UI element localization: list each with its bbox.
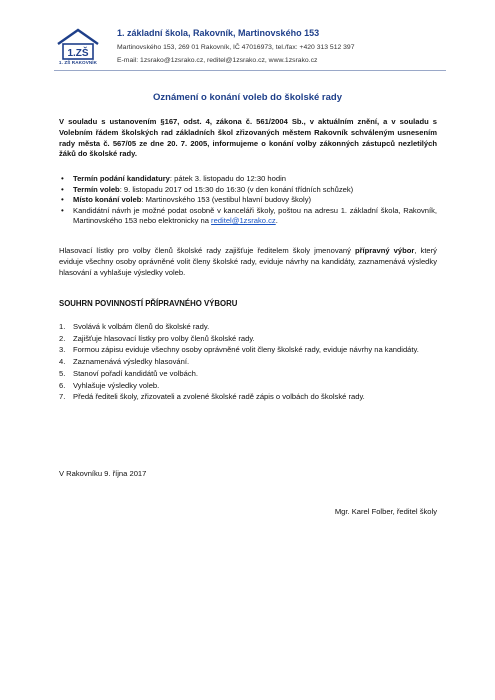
item-text: Předá řediteli školy, zřizovateli a zvolené školské radě zápis o volbách do školské rady. xyxy=(73,392,365,402)
school-logo-icon xyxy=(54,24,102,62)
list-item xyxy=(59,321,437,333)
item-text: Stanoví pořadí kandidátů ve volbách. xyxy=(73,368,198,378)
list-item xyxy=(59,174,437,185)
paragraph-text: Hlasovací lístky pro volby členů školské rady zajišťuje ředitelem školy jmenovaný xyxy=(59,246,355,255)
header-divider xyxy=(54,70,446,71)
list-item xyxy=(59,344,437,356)
item-number: 2. xyxy=(59,333,66,343)
list-item xyxy=(59,356,437,368)
item-number: 3. xyxy=(59,345,66,355)
bullet-text: : pátek 3. listopadu do 12:30 hodin xyxy=(169,174,287,183)
bullet-text: Kandidátní návrh je možné podat osobně v kanceláři školy, poštou na adresu 1. základní škola, Rakovník, Martinovského 153 nebo elektronicky na xyxy=(73,205,437,226)
item-text: Formou zápisu eviduje všechny osoby oprávněné volit členy školské rady, eviduje návrhy na kandidáty. xyxy=(73,345,419,355)
school-contacts: E-mail: 1zsrako@1zsrako.cz, reditel@1zsrako.cz, www.1zsrako.cz xyxy=(117,57,318,64)
list-item xyxy=(59,333,437,345)
list-item xyxy=(59,195,437,206)
committee-term: přípravný výbor xyxy=(354,246,415,255)
section-heading: SOUHRN POVINNOSTÍ PŘÍPRAVNÉHO VÝBORU xyxy=(59,299,238,308)
election-info-list xyxy=(59,174,437,227)
item-text: Vyhlašuje výsledky voleb. xyxy=(73,380,160,390)
intro-paragraph: V souladu s ustanovením §167, odst. 4, zákona č. 561/2004 Sb., v aktuálním znění, a v souladu s Volebním řádem školských rad základních škol zřizovaných městem Rakovník schváleným usnesením rady města č. 567/05 ze dne 20. 7. 2005, informujeme o konání volby zákonných zástupců nezletilých žáků do školské rady. xyxy=(59,117,437,159)
school-logo xyxy=(54,24,102,64)
email-link[interactable]: reditel@1zsrako.cz xyxy=(211,216,276,226)
paragraph-text-after: , který eviduje všechny osoby oprávněné volit členy školské rady, eviduje návrhy na kandidáty, zaznamenává výsledky hlasování a vyhlašuje výsledky voleb. xyxy=(59,246,437,277)
item-number: 6. xyxy=(59,380,66,390)
list-item xyxy=(59,368,437,380)
list-item xyxy=(59,380,437,392)
signature: Mgr. Karel Folber, ředitel školy xyxy=(334,507,437,516)
item-text: Svolává k volbám členů do školské rady. xyxy=(73,322,210,331)
school-address: Martinovského 153, 269 01 Rakovník, IČ 47016973, tel./fax: +420 313 512 397 xyxy=(117,44,355,51)
item-number: 7. xyxy=(59,392,66,402)
bullet-text: : 9. listopadu 2017 od 15:30 do 16:30 (v den konání třídních schůzek) xyxy=(119,184,354,194)
item-text: Zajišťuje hlasovací lístky pro volby členů školské rady. xyxy=(73,333,255,343)
place-date: V Rakovníku 9. října 2017 xyxy=(59,469,147,478)
bullet-text-after: . xyxy=(275,216,278,226)
list-item xyxy=(59,391,437,403)
committee-paragraph xyxy=(59,246,437,278)
item-number: 1. xyxy=(59,322,66,331)
item-number: 4. xyxy=(59,357,66,367)
logo-caption: 1. ZŠ RAKOVNÍK xyxy=(58,60,98,65)
bullet-text: : Martinovského 153 (vestibul hlavní budovy školy) xyxy=(141,195,312,205)
duties-list xyxy=(59,321,437,403)
list-item xyxy=(59,206,437,227)
item-number: 5. xyxy=(59,368,66,378)
logo-mark: 1.ZŠ xyxy=(67,48,89,59)
list-item xyxy=(59,185,437,196)
bullet-label: Termín voleb xyxy=(73,184,120,194)
item-text: Zaznamenává výsledky hlasování. xyxy=(73,357,190,367)
bullet-label: Místo konání voleb xyxy=(73,195,142,205)
bullet-label: Termín podání kandidatury xyxy=(73,174,170,183)
document-title: Oznámení o konání voleb do školské rady xyxy=(153,92,342,103)
school-name: 1. základní škola, Rakovník, Martinovského 153 xyxy=(117,28,320,38)
